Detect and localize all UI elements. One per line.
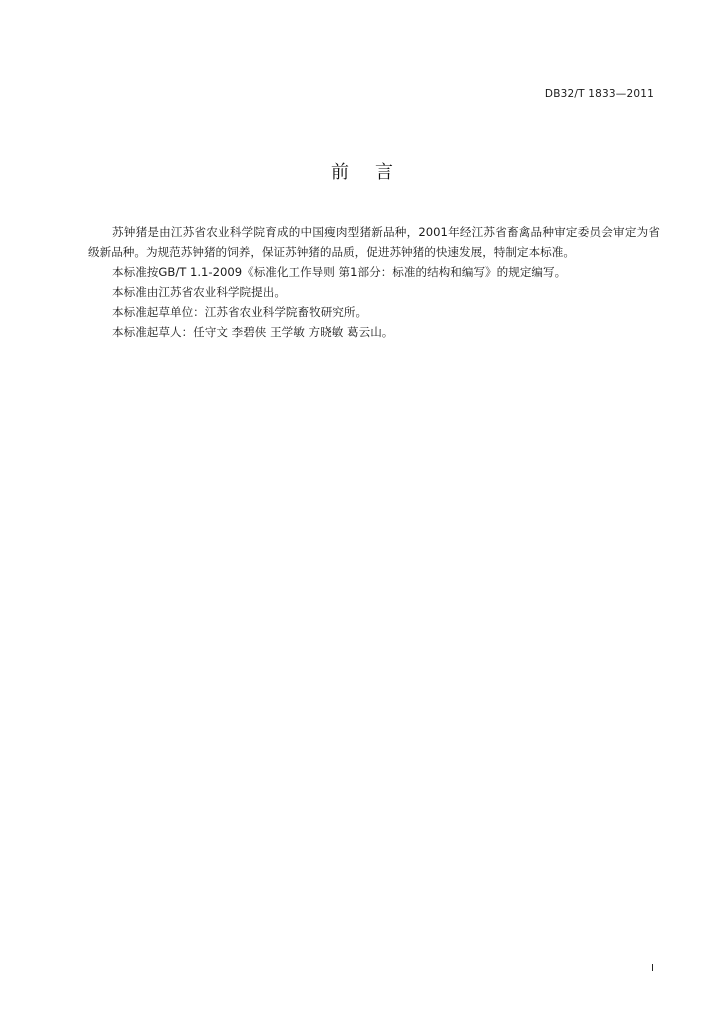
paragraph-drafting-rules: 本标准按GB/T 1.1-2009《标准化工作导则 第1部分：标准的结构和编写》的规定编写。 (112, 265, 567, 279)
page-number: I (651, 963, 654, 974)
title-char-1: 前 (331, 162, 349, 183)
standard-code: DB32/T 1833—2011 (544, 88, 654, 100)
foreword-body (88, 222, 660, 342)
paragraph-proposer: 本标准由江苏省农业科学院提出。 (112, 285, 286, 299)
paragraph-drafting-unit: 本标准起草单位：江苏省农业科学院畜牧研究所。 (112, 305, 368, 319)
paragraph-drafters: 本标准起草人：任守文 李碧侠 王学敏 方晓敏 葛云山。 (112, 325, 394, 339)
paragraph-intro: 苏钟猪是由江苏省农业科学院育成的中国瘦肉型猪新品种，2001年经江苏省畜禽品种审定委员会审定为省级新品种。为规范苏钟猪的饲养，保证苏钟猪的品质，促进苏钟猪的快速发展，特制定本标准。 (88, 225, 660, 259)
page-title (0, 158, 724, 184)
title-char-2: 言 (375, 162, 393, 183)
